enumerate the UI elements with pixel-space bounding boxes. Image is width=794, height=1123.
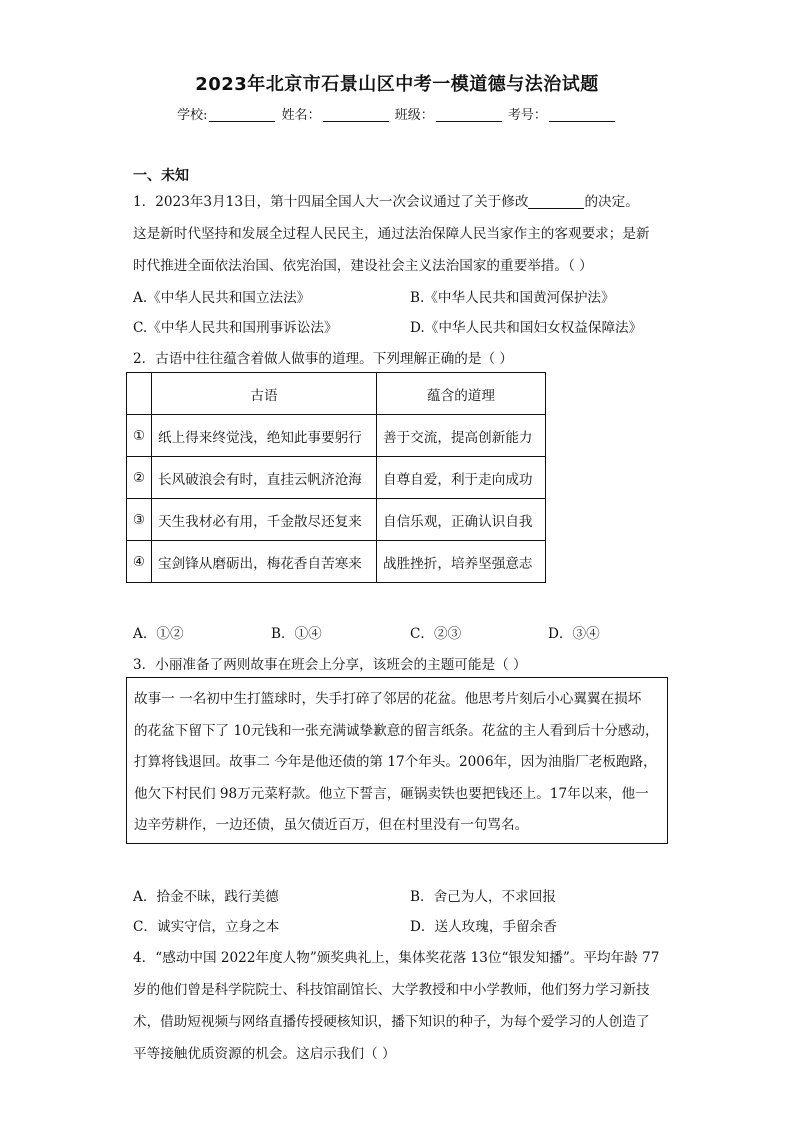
table-row: [127, 499, 546, 541]
exam-number-blank: [549, 107, 615, 122]
row-number: ③: [127, 499, 152, 541]
q2-option-b: B．①④: [271, 626, 322, 642]
q2-table-header-row: [127, 373, 546, 415]
name-blank: [323, 107, 389, 122]
story-line: 打算将钱退回。故事二 今年是他还债的第 17个年头。2006年，因为油脂厂老板跑路，: [134, 754, 657, 770]
class-blank: [436, 107, 502, 122]
class-label: 班级：: [394, 108, 434, 123]
q4-line-3: 术，借助短视频与网络直播传授硬核知识，播下知识的种子，为每个爱学习的人创造了: [133, 1014, 650, 1030]
q3-stem: 3．小丽准备了两则故事在班会上分享，该班会的主题可能是（ ）: [133, 657, 527, 673]
row-meaning: 自尊自爱，利于走向成功: [377, 457, 546, 499]
row-meaning: 战胜挫折，培养坚强意志: [377, 541, 546, 583]
q1-line-2: 这是新时代坚持和发展全过程人民民主，通过法治保障人民当家作主的客观要求；是新: [133, 226, 650, 242]
q1-text-after-blank: 的决定。: [584, 194, 639, 210]
story-line: 他欠下村民们 98万元菜籽款。他立下誓言，砸锅卖铁也要把钱还上。17年以来，他一: [134, 785, 649, 802]
section-heading: 一、未知: [133, 168, 189, 184]
q2-option-c: C．②③: [410, 626, 462, 642]
q2-option-d: D．③④: [548, 626, 600, 642]
q1-text-before-blank: 1．2023年3月13日，第十四届全国人大一次会议通过了关于修改: [133, 194, 529, 210]
q1-option-b: B.《中华人民共和国黄河保护法》: [410, 290, 615, 306]
q1-answer-blank: [528, 194, 584, 209]
school-blank: [209, 107, 275, 122]
table-row: [127, 541, 546, 583]
school-label: 学校:: [177, 108, 208, 123]
row-number: ①: [127, 415, 152, 457]
q1-option-c: C.《中华人民共和国刑事诉讼法》: [133, 320, 338, 336]
student-info-line: [0, 104, 794, 123]
q2-option-a: A．①②: [133, 626, 184, 642]
q1-option-a: A.《中华人民共和国立法法》: [133, 290, 311, 306]
row-meaning: 善于交流，提高创新能力: [377, 415, 546, 457]
q1-line-1: [133, 190, 639, 210]
story-line: 的花盆下留下了 10元钱和一张充满诚挚歉意的留言纸条。花盆的主人看到后十分感动，: [134, 722, 659, 739]
row-number: ④: [127, 541, 152, 583]
story-line: 故事一 一名初中生打篮球时，失手打碎了邻居的花盆。他思考片刻后小心翼翼在损坏: [134, 691, 642, 707]
q3-story-box: [126, 677, 668, 844]
q1-option-d: D.《中华人民共和国妇女权益保障法》: [410, 320, 643, 336]
row-saying: 宝剑锋从磨砺出，梅花香自苦寒来: [152, 541, 377, 583]
q2-stem: 2．古语中往往蕴含着做人做事的道理。下列理解正确的是（ ）: [133, 351, 513, 367]
name-label: 姓名：: [281, 108, 321, 123]
q2-header-empty: [127, 373, 152, 415]
row-saying: 纸上得来终觉浅，绝知此事要躬行: [152, 415, 377, 457]
q2-table: [126, 372, 546, 583]
row-saying: 天生我材必有用，千金散尽还复来: [152, 499, 377, 541]
q3-option-d: D．送人玫瑰，手留余香: [410, 919, 557, 935]
q2-header-saying: 古语: [152, 373, 377, 415]
q4-line-4: 平等接触优质资源的机会。这启示我们（ ）: [133, 1046, 396, 1062]
row-number: ②: [127, 457, 152, 499]
q3-option-b: B．舍己为人，不求回报: [410, 889, 556, 905]
q3-option-c: C．诚实守信，立身之本: [133, 919, 280, 935]
page-title: 2023年北京市石景山区中考一模道德与法治试题: [195, 74, 599, 95]
q1-line-3: 时代推进全面依法治国、依宪治国，建设社会主义法治国家的重要举措。（ ）: [133, 258, 593, 274]
exam-number-label: 考号：: [507, 108, 547, 123]
q3-option-a: A．拾金不昧，践行美德: [133, 889, 279, 905]
q2-header-meaning: 蕴含的道理: [377, 373, 546, 415]
q4-line-2: 岁的他们曾是科学院院士、科技馆副馆长、大学教授和中小学教师，他们努力学习新技: [133, 982, 650, 998]
table-row: [127, 457, 546, 499]
row-saying: 长风破浪会有时，直挂云帆济沧海: [152, 457, 377, 499]
row-meaning: 自信乐观，正确认识自我: [377, 499, 546, 541]
q4-line-1: 4．“感动中国 2022年度人物”颁奖典礼上，集体奖花落 13位“银发知播”。平均年龄 77: [133, 950, 660, 966]
table-row: [127, 415, 546, 457]
story-line: 边辛劳耕作，一边还债，虽欠债近百万，但在村里没有一句骂名。: [134, 817, 529, 833]
